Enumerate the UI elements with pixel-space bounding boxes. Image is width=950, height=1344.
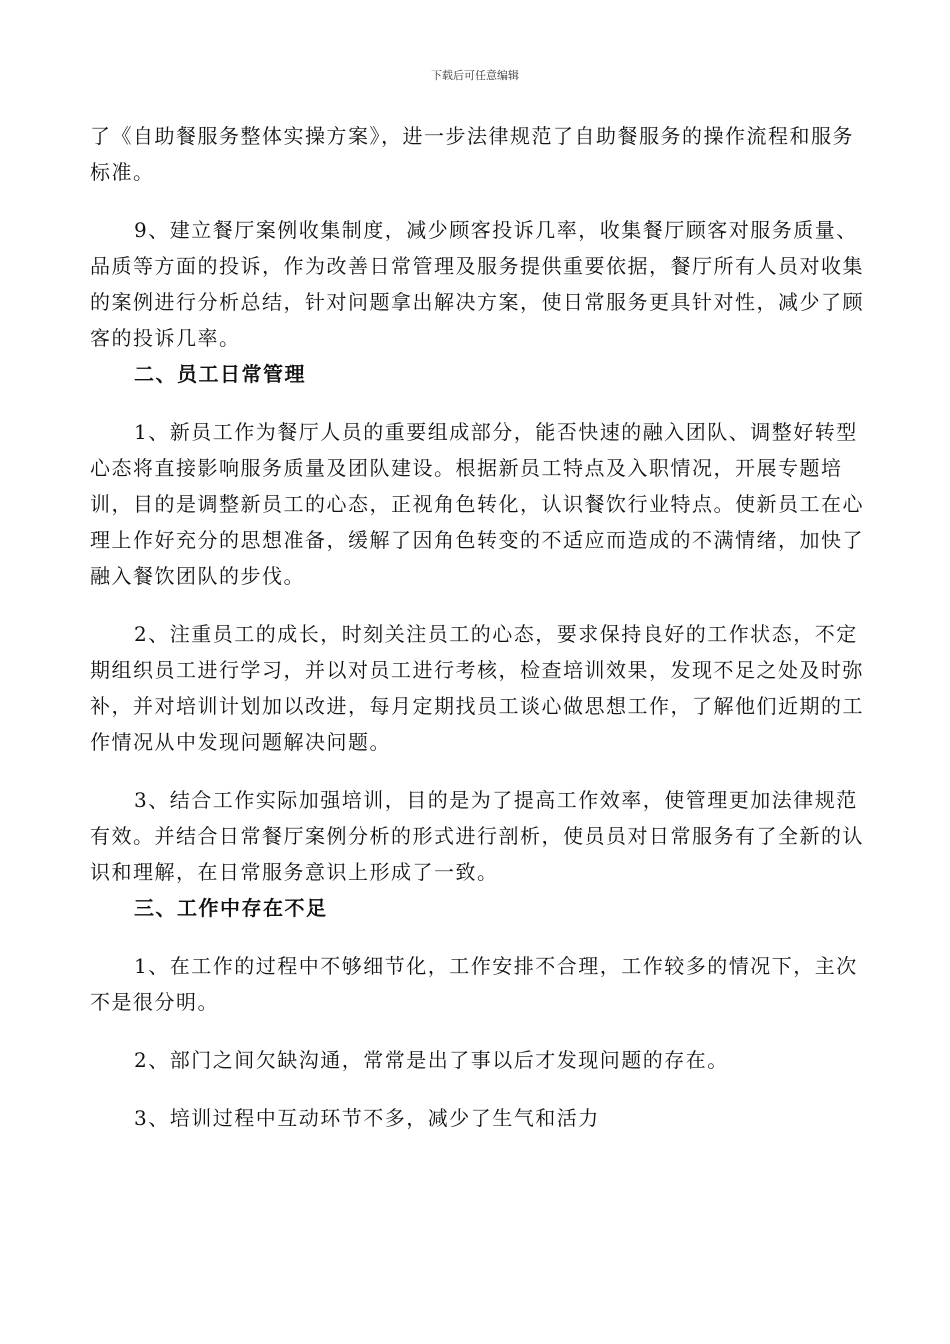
paragraph-continuation: 了《自助餐服务整体实操方案》，进一步法律规范了自助餐服务的操作流程和服务标准。 [90,124,854,184]
paragraph-issue-1: 1、在工作的过程中不够细节化，工作安排不合理，工作较多的情况下，主次不是很分明。 [90,954,858,1014]
section-heading-2: 二、员工日常管理 [134,362,306,386]
paragraph-staff-1: 1、新员工作为餐厅人员的重要组成部分，能否快速的融入团队、调整好转型心态将直接影响服务质量及团队建设。根据新员工特点及入职情况，开展专题培训，目的是调整新员工的心态，正视角色转化，认识餐饮行业特点。使新员工在心理上作好充分的思想准备，缓解了因角色转变的不适应而造成的不满情绪，加快了融入餐饮团队的步伐。 [90,420,864,588]
paragraph-issue-3: 3、培训过程中互动环节不多，减少了生气和活力 [134,1106,600,1130]
paragraph-staff-2: 2、注重员工的成长，时刻关注员工的心态，要求保持良好的工作状态，不定期组织员工进行学习，并以对员工进行考核，检查培训效果，发现不足之处及时弥补，并对培训计划加以改进，每月定期找员工谈心做思想工作，了解他们近期的工作情况从中发现问题解决问题。 [90,622,864,754]
page-header-note: 下载后可任意编辑 [431,69,519,82]
section-heading-3: 三、工作中存在不足 [134,896,328,920]
document-body [90,118,870,1136]
paragraph-issue-2: 2、部门之间欠缺沟通，常常是出了事以后才发现问题的存在。 [134,1048,729,1072]
paragraph-staff-3: 3、结合工作实际加强培训，目的是为了提高工作效率，使管理更加法律规范有效。并结合日常餐厅案例分析的形式进行剖析，使员员对日常服务有了全新的认识和理解，在日常服务意识上形成了一致。 [90,788,864,884]
paragraph-item-9: 9、建立餐厅案例收集制度，减少顾客投诉几率，收集餐厅顾客对服务质量、品质等方面的投诉，作为改善日常管理及服务提供重要依据，餐厅所有人员对收集的案例进行分析总结，针对问题拿出解决方案，使日常服务更具针对性，减少了顾客的投诉几率。 [90,218,864,350]
